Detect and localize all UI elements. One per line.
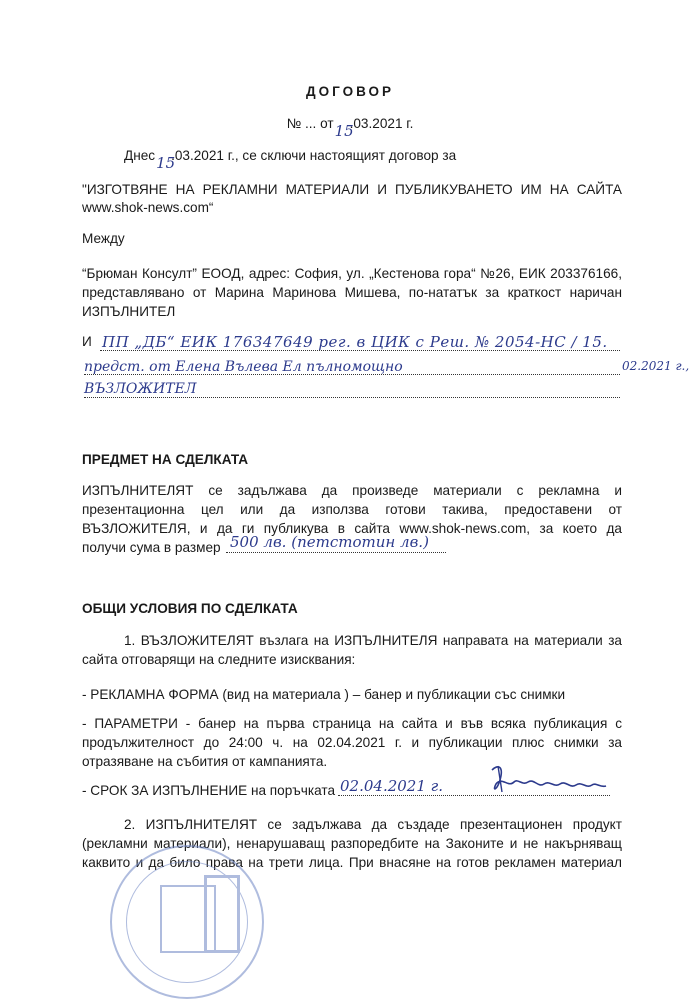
- party2-handwritten-line-1: ПП „ДБ“ ЕИК 176347649 рег. в ЦИК с Реш. № 2054-НС / 15.: [102, 333, 608, 351]
- subject-line-1: "ИЗГОТВЯНЕ НА РЕКЛАМНИ МАТЕРИАЛИ И ПУБЛИКУВАНЕТО ИМ НА САЙТА: [82, 182, 622, 197]
- number-prefix: № ... от: [286, 116, 334, 131]
- amount-prefix: получи сума в размер: [82, 540, 221, 555]
- section-general-terms-heading: ОБЩИ УСЛОВИЯ ПО СДЕЛКАТА: [82, 601, 298, 616]
- stamp-emblem-2: [204, 875, 240, 953]
- party2-handwritten-line-2: предст. от Елена Вълева Ел пълномощно: [84, 359, 403, 375]
- amount-dotted-line: [226, 552, 446, 553]
- document-title: ДОГОВОР: [305, 84, 394, 99]
- subject-paragraph-line-2: презентационна цел или да използва готови такива, предоставени от: [82, 502, 622, 517]
- clause2-line-1: 2. ИЗПЪЛНИТЕЛЯТ се задължава да създаде презентационен продукт: [124, 817, 622, 832]
- between-label: Между: [82, 231, 125, 246]
- parameters-line-2: продължителност до 24:00 ч. на 02.04.2021 г. и публикации плюс снимки за: [82, 735, 622, 750]
- round-stamp: [110, 845, 264, 999]
- parameters-line-1: - ПАРАМЕТРИ - банер на първа страница на сайта и във всяка публикация с: [82, 716, 622, 731]
- amount-handwritten: 500 лв. (петстотин лв.): [230, 533, 429, 551]
- subject-line-2: www.shok-news.com“: [82, 200, 214, 215]
- subject-paragraph-line-1: ИЗПЪЛНИТЕЛЯТ се задължава да произведе материали с рекламна и: [82, 483, 622, 498]
- and-label: И: [82, 334, 92, 349]
- subject-paragraph-line-3: ВЪЗЛОЖИТЕЛЯ, и да ги публикува в сайта www.shok-news.com, за което да: [82, 521, 622, 536]
- party1-line-3: ИЗПЪЛНИТЕЛ: [82, 304, 176, 319]
- intro-prefix: Днес: [124, 148, 156, 163]
- clause2-line-2: (рекламни материали), ненарушаващ разпоредбите на Законите и не накърняващ: [82, 836, 622, 851]
- party1-line-1: “Брюман Консулт” ЕООД, адрес: София, ул. „Кестенова гора“ №26, ЕИК 203376166,: [82, 266, 622, 281]
- term-signature: [488, 762, 610, 798]
- party2-handwritten-line-3: ВЪЗЛОЖИТЕЛ: [84, 381, 197, 397]
- term-handwritten-date: 02.04.2021 г.: [340, 777, 444, 795]
- advert-form-line: - РЕКЛАМНА ФОРМА (вид на материала ) – банер и публикации със снимки: [82, 687, 566, 702]
- subject-paragraph-line-4: [82, 538, 221, 557]
- clause2-line-3: каквито и да било права на трети лица. При внасяне на готов рекламен материал: [82, 855, 622, 870]
- parameters-line-3: отразяване на събития от кампанията.: [82, 754, 328, 769]
- section-subject-heading: ПРЕДМЕТ НА СДЕЛКАТА: [82, 452, 249, 467]
- term-prefix: - СРОК ЗА ИЗПЪЛНЕНИЕ на поръчката: [82, 783, 336, 798]
- party1-line-2: представлявано от Марина Маринова Мишева, по-нататък за краткост наричан: [82, 285, 622, 300]
- intro-suffix: .03.2021 г., се сключи настоящият договор за: [171, 148, 457, 163]
- number-suffix: .03.2021 г.: [349, 116, 414, 131]
- contract-number: № ... от 15 .03.2021 г.: [286, 116, 414, 140]
- party2-handwritten-date: 02.2021 г.,: [622, 359, 690, 373]
- clause1-line-2: сайта отговарящи на следните изисквания:: [82, 652, 356, 667]
- term-line: [82, 781, 335, 800]
- clause1-line-1: 1. ВЪЗЛОЖИТЕЛЯТ възлага на ИЗПЪЛНИТЕЛЯ направата на материали за: [124, 633, 622, 648]
- intro-line: Днес 15 .03.2021 г., се сключи настоящият договор за: [124, 148, 457, 172]
